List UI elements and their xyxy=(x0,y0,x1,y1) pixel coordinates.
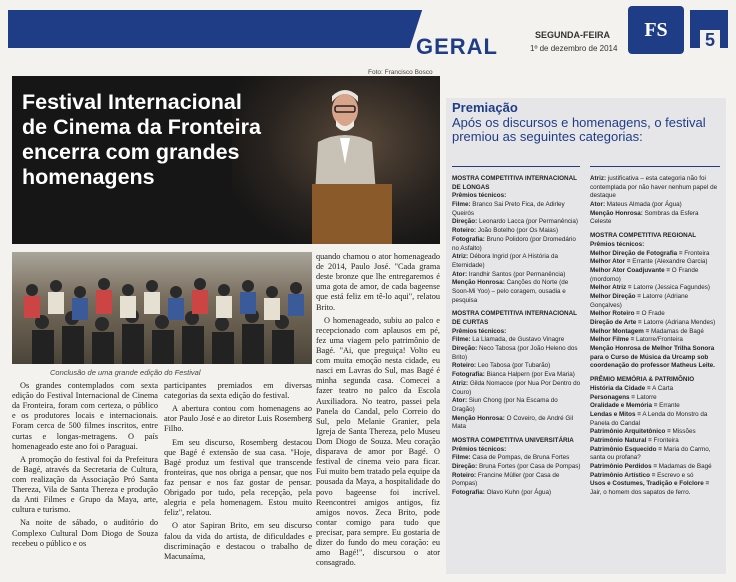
award-entry: Atriz: justificativa – esta categoria não foi contemplada por não haver nenhum papel de destaque xyxy=(590,175,718,200)
header-date: 1º de dezembro de 2014 xyxy=(530,44,618,53)
newspaper-logo xyxy=(628,6,684,54)
sidebar-rule xyxy=(452,166,580,167)
award-entry: Direção: Neco Tabosa (por João Heleno dos Brito) xyxy=(452,345,578,361)
award-entry: Roteiro: João Botelho (por Os Maias) xyxy=(452,227,559,235)
page-header xyxy=(0,0,736,60)
award-entry: Prêmios técnicos: xyxy=(452,445,507,453)
award-entry: Patrimônio Natural = Fronteira xyxy=(590,436,679,444)
award-entry: Filme: Branco Sai Preto Fica, de Adirley Queirós xyxy=(452,201,565,217)
award-entry: Patrimônio Artístico = Escrevo e só xyxy=(590,471,694,479)
sidebar-subtitle: Após os discursos e homenagens, o festival premiou as seguintes categorias: xyxy=(452,115,706,144)
award-entry: Roteiro: Francine Müller (por Casa de Pompas) xyxy=(452,471,560,488)
hero-photo xyxy=(12,76,440,244)
section-title: GERAL xyxy=(416,34,498,59)
award-entry: Personagens = Latorre xyxy=(590,393,657,401)
audience-photo xyxy=(12,252,312,364)
crowd-figures xyxy=(12,270,312,364)
award-entry: Atriz: Débora Ingrid (por A História da Eternidade) xyxy=(452,253,559,269)
sidebar-rule xyxy=(590,166,720,167)
article-column-3 xyxy=(316,252,440,571)
awards-column-2 xyxy=(590,175,720,503)
award-entry: Usos e Costumes, Tradição e Folclore = Jair, o homem dos sapatos de ferro. xyxy=(590,480,710,497)
award-entry: Melhor Atriz = Latorre (Jessica Fagundes) xyxy=(590,284,710,292)
logo-text: FS xyxy=(644,18,668,41)
award-entry: Direção: Leonardo Lacca (por Permanência) xyxy=(452,218,579,226)
award-entry: Melhor Ator Coadjuvante = O Frande (mordomo) xyxy=(590,266,699,283)
award-entry: Menção Honrosa de Melhor Trilha Sonora para o Curso de Música da Urcamp sob coordenação do professor Matheus Leite. xyxy=(590,345,715,370)
award-entry: Patrimônio Arquitetônico = Missões xyxy=(590,428,696,436)
award-entry: Prêmios técnicos: xyxy=(452,327,507,335)
award-entry: Melhor Montagem = Madamas de Bagé xyxy=(590,327,704,335)
paragraph: participantes premiados em diversas categorias da sexta edição do festival. xyxy=(164,381,312,401)
paragraph: quando chamou o ator homenageado de 2014, Paulo José. "Cada grama deste bronze que lhe entregaremos é uma gota de amor, de cada bageense que está feliz em tê-lo aqui", relatou Brito. xyxy=(316,252,440,312)
award-entry: Melhor Filme = Latorre/Fronteira xyxy=(590,336,683,344)
header-day: SEGUNDA-FEIRA xyxy=(535,30,611,40)
header-bar-left xyxy=(8,10,408,48)
award-entry: Menção Honrosa: O Coveiro, de André Gil Mata xyxy=(452,414,574,431)
award-entry: Filme: La Llamada, de Gustavo Vinagre xyxy=(452,336,565,344)
award-entry: Prêmios técnicos: xyxy=(452,192,507,200)
award-entry: Ator: Siun Chong (por Na Escama do Dragão) xyxy=(452,397,558,413)
award-entry: Filme: Casa de Pompas, de Bruna Fortes xyxy=(452,454,570,462)
award-category xyxy=(590,232,720,371)
photo-credit: Foto: Francisco Bosco xyxy=(368,69,433,76)
award-entry: História da Cidade = A Carta xyxy=(590,384,674,392)
awards-column-1 xyxy=(452,175,582,503)
page-number: 5 xyxy=(700,30,720,51)
award-entry: Oralidade e Memória = Errante xyxy=(590,402,680,410)
award-entry: Ator: Mateus Almada (por Água) xyxy=(590,201,682,209)
photo-caption: Conclusão de uma grande edição do Festival xyxy=(50,368,201,377)
award-category-heading: MOSTRA COMPETITIVA INTERNACIONAL DE CURTAS xyxy=(452,310,577,326)
award-entry: Prêmios técnicos: xyxy=(590,240,645,248)
award-category xyxy=(590,175,720,227)
award-entry: Lendas e Mitos = A Lenda do Monstro da Panela do Candal xyxy=(590,410,708,427)
award-entry: Direção de Arte = Latorre (Adriana Mendes) xyxy=(590,319,716,326)
award-entry: Direção: Bruna Fortes (por Casa de Pompas) xyxy=(452,463,581,470)
award-category-heading: MOSTRA COMPETITIVA UNIVERSITÁRIA xyxy=(452,436,574,444)
headline: Festival Internacional de Cinema da Fronteira encerra com grandes homenagens xyxy=(22,90,261,190)
award-entry: Melhor Direção de Fotografia = Fronteira xyxy=(590,249,710,257)
award-entry: Roteiro: Leo Tabosa (por Tubarão) xyxy=(452,362,551,370)
paragraph: Os grandes contemplados com sexta edição do Festival Internacional de Cinema da Fronteira, foram com certeza, o público e os produtores locais e internacionais. Foram cerca de 500 filmes inscritos, entre curtas e longas-metragens. O país homenageado este ano foi o Paraguai. xyxy=(12,381,158,451)
award-category-heading: MOSTRA COMPETITIVA INTERNACIONAL DE LONGAS xyxy=(452,175,577,191)
award-entry: Patrimônio Perdidos = Madamas de Bagé xyxy=(590,463,712,470)
award-entry: Fotografia: Bruno Polidoro (por Dromedário no Asfalto) xyxy=(452,235,576,252)
paragraph: O homenageado, subiu ao palco e recepcionado com aplausos em pé, fez uma viagem pelo patrimônio de Bagé. "Ai, que preguiça! Volto eu com muita emoção nesta cidade, eu nasci em Lavras do Sul, mas Bagé é minha segunda casa. Comecei a fazer teatro no palco da Escola Auxiliadora. No teatro, passei pela Panela do Candal, pelo Correio do Sul, pelo Melanie Granier, pela Igreja de Santa Thereza, pelo Museu Dom Diogo de Souza. Meu coração disparava de amor por Bagé. O festival de cinema veio para ficar. Fui muito bem tratado pela equipe da pousada da Maya, a hospitalidade do povo bageense foi incrível. Reencontrei amigos antigos, fiz amigos novos. Zeca Brito, pode contar comigo para tudo que precisar, para sempre. Eu gostaria de dizer do fundo do meu coração: eu amo Bagé!", discursou o ator consagrado. xyxy=(316,315,440,568)
award-category xyxy=(452,175,582,305)
article-column-1 xyxy=(12,381,158,552)
award-entry: Menção Honrosa: Sombras da Esfera Celeste xyxy=(590,209,699,226)
award-entry: Melhor Direção = Latorre (Adriane Gonçalves) xyxy=(590,292,689,309)
award-category xyxy=(452,310,582,432)
award-entry: Ator: Irandhir Santos (por Permanência) xyxy=(452,270,566,278)
paragraph: A abertura contou com homenagens ao ator Paulo José e ao diretor Luis Rosemberg Filho. xyxy=(164,404,312,434)
award-entry: Atriz: Gilda Nomacce (por Nua Por Dentro do Couro) xyxy=(452,379,581,396)
award-category-heading: MOSTRA COMPETITIVA REGIONAL xyxy=(590,232,697,240)
award-entry: Fotografia: Olavo Kuhn (por Água) xyxy=(452,489,552,497)
award-entry: Menção Honrosa: Canções do Norte (de Soon-Mi Yoo) – pelo coragem, ousadia e pesquisa xyxy=(452,279,569,304)
paragraph: Em seu discurso, Rosemberg destacou que Bagé é extensão de sua casa. "Hoje, Bagé produz um festival que transcende fronteiras, que nos obriga a pensar, que nos faz pensar e nos faz gostar de pensar. Obrigado por tudo, pela recepção, pela alegria e pela homenagem. Estou muito feliz", relatou. xyxy=(164,437,312,518)
paragraph: A promoção do festival foi da Prefeitura de Bagé, através da Secretaria de Cultura, com realização da Associação Pró Santa Thereza, Vila de Santa Thereza e produção da Anti Filmes e Grupo da Maya, arte, cultura e turismo. xyxy=(12,454,158,515)
award-entry: Patrimônio Esquecido = Maria do Carmo, santa ou profana? xyxy=(590,445,711,462)
sidebar-title: Premiação xyxy=(452,100,518,115)
award-entry: Melhor Ator = Errante (Alexandre Garcia) xyxy=(590,258,708,266)
paragraph: Na noite de sábado, o auditório do Complexo Cultural Dom Diogo de Souza recebeu o público e os xyxy=(12,518,158,548)
award-entry: Melhor Roteiro = O Frade xyxy=(590,310,665,318)
award-entry: Fotografia: Bianca Halpern (por Eva Maria) xyxy=(452,371,575,379)
award-category-heading: PRÊMIO MEMÓRIA & PATRIMÔNIO xyxy=(590,376,695,384)
award-category xyxy=(452,437,582,498)
lectern xyxy=(312,184,392,244)
paragraph: O ator Sapiran Brito, em seu discurso falou da vida do artista, de dificuldades e discriminação e destacou o trabalho de Macunaíma, xyxy=(164,521,312,561)
award-category xyxy=(590,376,720,498)
article-column-2 xyxy=(164,381,312,565)
